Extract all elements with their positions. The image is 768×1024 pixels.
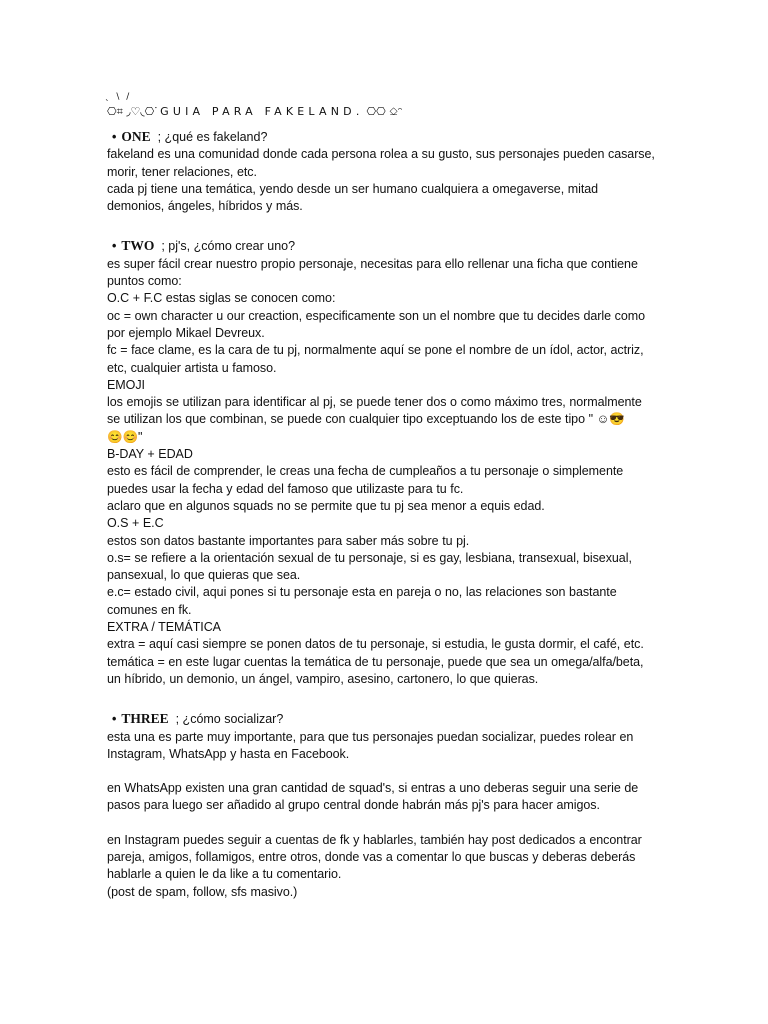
title-prefix-decoration: ⎔⌗ ◞♡◟⎔ᐝ — [107, 105, 158, 118]
section-three-name: THREE — [121, 711, 169, 727]
section-three-body — [107, 729, 667, 901]
text-line: oc = own character u our creaction, especificamente son un el nombre que tu decides darle como — [107, 308, 646, 323]
text-line: e.c= estado civil, aqui pones si tu personaje esta en pareja o no, las relaciones son bastante — [107, 585, 617, 600]
text-line: morir, tener relaciones, etc. — [107, 164, 257, 179]
section-two-heading — [107, 237, 667, 255]
bullet: • — [112, 130, 117, 144]
text-line: en WhatsApp existen una gran cantidad de squad's, si entras a uno deberas seguir una serie de — [107, 781, 639, 796]
section-three-heading — [107, 710, 667, 728]
text-line: extra = aquí casi siempre se ponen datos de tu personaje, si estudia, le gusta dormir, el café, etc. — [107, 637, 644, 652]
text-line: fakeland es una comunidad donde cada persona rolea a su gusto, sus personajes pueden casarse, — [107, 147, 655, 162]
text-line: por ejemplo Mikael Devreux. — [107, 325, 265, 340]
section-one-body — [107, 146, 667, 215]
text-line: EMOJI — [107, 377, 145, 392]
text-line: pasos para luego ser añadido al grupo central donde habrán más pj's para hacer amigos. — [107, 798, 600, 813]
text-line: B-DAY + EDAD — [107, 447, 193, 462]
paragraph-gap — [107, 815, 667, 832]
bullet: • — [112, 239, 117, 254]
section-one-heading — [107, 128, 667, 146]
text-line: etc, cualquier artista u famoso. — [107, 360, 277, 375]
text-line: esto es fácil de comprender, le creas una fecha de cumpleaños a tu personaje o simplemente — [107, 464, 624, 479]
text-line: comunes en fk. — [107, 602, 192, 617]
section-two-question: ; pj's, ¿cómo crear uno? — [161, 239, 296, 254]
text-line: (post de spam, follow, sfs masivo.) — [107, 884, 298, 899]
text-line: los emojis se utilizan para identificar al pj, se puede tener dos o como máximo tres, normalmente — [107, 395, 642, 410]
title-suffix-decoration: ⎔⎔ ⎐ᵔ — [366, 105, 403, 118]
section-two-body — [107, 256, 667, 688]
text-line: pansexual, lo que quieras que sea. — [107, 568, 301, 583]
section-one-question: ; ¿qué es fakeland? — [157, 130, 268, 144]
text-line: hablarle a quien le da like a tu comentario. — [107, 867, 342, 882]
text-line: o.s= se refiere a la orientación sexual de tu personaje, si es gay, lesbiana, transexual, bisexual, — [107, 550, 632, 565]
text-line: demonios, ángeles, híbridos y más. — [107, 199, 303, 214]
document-title — [107, 103, 667, 120]
text-line: esta una es parte muy importante, para que tus personajes puedan socializar, puedes rolear en — [107, 729, 634, 744]
text-line: aclaro que en algunos squads no se permite que tu pj sea menor a equis edad. — [107, 498, 545, 513]
text-line: fc = face clame, es la cara de tu pj, normalmente aquí se pone el nombre de un ídol, actor, actriz, — [107, 343, 644, 358]
text-line: temática = en este lugar cuentas la temática de tu personaje, puede que sea un omega/alfa/beta, — [107, 654, 644, 669]
bullet: • — [112, 712, 117, 727]
text-line: en Instagram puedes seguir a cuentas de fk y hablarles, también hay post dedicados a encontrar — [107, 832, 642, 847]
text-line: puedes usar la fecha y edad del famoso que utilizaste para tu fc. — [107, 481, 464, 496]
text-line: puntos como: — [107, 274, 182, 289]
text-line: Instagram, WhatsApp y hasta en Facebook. — [107, 746, 350, 761]
text-line: cada pj tiene una temática, yendo desde un ser humano cualquiera a omegaverse, mitad — [107, 181, 599, 196]
text-line: O.C + F.C estas siglas se conocen como: — [107, 291, 336, 306]
text-line: 😊😊" — [107, 429, 143, 444]
section-two-name: TWO — [121, 238, 155, 254]
text-line: O.S + E.C — [107, 516, 164, 531]
text-line: pareja, amigos, follamigos, entre otros, donde vas a comentar lo que buscas y deberas deberás — [107, 849, 636, 864]
section-one-name: ONE — [121, 129, 151, 144]
text-line: se utilizan los que combinan, se puede con cualquier tipo exceptuando los de este tipo " ☺😎 — [107, 412, 625, 427]
header-decoration: ˎ \ / — [105, 92, 132, 102]
section-three-question: ; ¿cómo socializar? — [175, 712, 284, 727]
document-page — [107, 92, 667, 901]
text-line: estos son datos bastante importantes para saber más sobre tu pj. — [107, 533, 470, 548]
text-line: un híbrido, un demonio, un ángel, vampiro, asesino, cartonero, lo que quieras. — [107, 671, 539, 686]
text-line: es super fácil crear nuestro propio personaje, necesitas para ello rellenar una ficha que contiene — [107, 256, 638, 271]
text-line: EXTRA / TEMÁTICA — [107, 620, 221, 635]
paragraph-gap — [107, 763, 667, 780]
title-text: GUIA PARA FAKELAND. — [160, 105, 364, 118]
